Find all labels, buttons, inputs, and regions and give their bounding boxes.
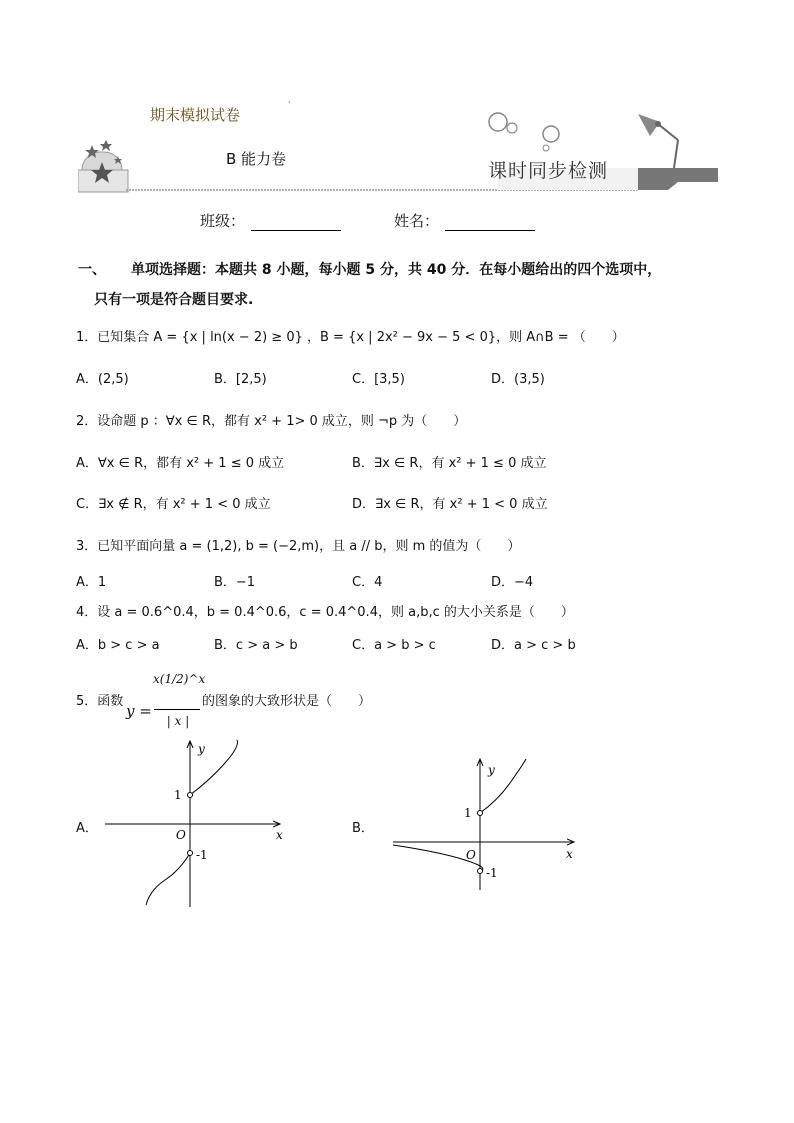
q2-option-a: A．∀x ∈ R，都有 x² + 1 ≤ 0 成立 bbox=[76, 456, 285, 471]
graph-a-open-point-bottom bbox=[188, 851, 193, 856]
question-5-prefix: 5．函数 bbox=[76, 694, 124, 709]
q5-option-a: A． bbox=[76, 821, 98, 836]
section-line1: 单项选择题：本题共 8 小题，每小题 5 分，共 40 分．在每小题给出的四个选项中， bbox=[131, 262, 662, 278]
graph-a-tick-neg1: -1 bbox=[196, 848, 208, 862]
graph-a-tick-1: 1 bbox=[174, 788, 182, 802]
class-blank bbox=[251, 216, 341, 231]
graph-b-origin: O bbox=[466, 848, 476, 862]
graph-a-y-label: y bbox=[198, 742, 205, 756]
header-dot: · bbox=[288, 98, 291, 107]
q1-option-b: B．[2,5) bbox=[214, 372, 267, 387]
graph-b-curve-right bbox=[480, 759, 526, 813]
q2-option-d: D．∃x ∈ R，有 x² + 1 < 0 成立 bbox=[352, 497, 548, 512]
q5-formula-y: y = bbox=[126, 702, 152, 720]
class-field bbox=[200, 210, 341, 231]
graph-b-open-point-top bbox=[478, 811, 483, 816]
q1-option-d: D．(3,5) bbox=[491, 372, 545, 387]
question-2-stem: 2．设命题 p ：∀x ∈ R，都有 x² + 1> 0 成立，则 ¬p 为（ ） bbox=[76, 414, 467, 429]
header-brand: 课时同步检测 bbox=[488, 160, 609, 182]
q3-option-c: C．4 bbox=[352, 575, 383, 590]
class-label: 班级： bbox=[200, 212, 246, 230]
question-1-stem: 1．已知集合 A = {x | ln(x − 2) ≥ 0} ，B = {x | 2x² − 9x − 5 < 0}，则 A∩B = （ ） bbox=[76, 330, 625, 345]
q3-option-b: B．−1 bbox=[214, 575, 256, 590]
q5-formula-denominator: | x | bbox=[166, 714, 190, 728]
q5-option-b: B． bbox=[352, 821, 374, 836]
q2-option-c: C．∃x ∉ R，有 x² + 1 < 0 成立 bbox=[76, 497, 271, 512]
graph-a-origin: O bbox=[176, 828, 186, 842]
q2-option-b: B．∃x ∈ R，有 x² + 1 ≤ 0 成立 bbox=[352, 456, 547, 471]
question-4-stem: 4．设 a = 0.6^0.4，b = 0.4^0.6，c = 0.4^0.4，则 a,b,c 的大小关系是（ ） bbox=[76, 605, 574, 620]
graph-a bbox=[100, 735, 300, 910]
section-number: 一、 bbox=[78, 262, 106, 278]
graph-b-tick-1: 1 bbox=[464, 806, 472, 820]
q4-option-a: A．b > c > a bbox=[76, 638, 160, 653]
name-field bbox=[394, 210, 535, 231]
q4-option-d: D．a > c > b bbox=[491, 638, 576, 653]
q3-option-d: D．−4 bbox=[491, 575, 534, 590]
header-title: 期末模拟试卷 bbox=[150, 106, 241, 124]
graph-a-open-point-top bbox=[188, 793, 193, 798]
q4-option-c: C．a > b > c bbox=[352, 638, 436, 653]
q4-option-b: B．c > a > b bbox=[214, 638, 298, 653]
q1-option-c: C．[3,5) bbox=[352, 372, 405, 387]
graph-b-open-point-bottom bbox=[478, 869, 483, 874]
q3-option-a: A．1 bbox=[76, 575, 107, 590]
q5-formula-numerator: x(1/2)^x bbox=[153, 672, 206, 686]
graph-b bbox=[390, 755, 590, 895]
graph-b-y-label: y bbox=[488, 763, 495, 777]
question-5-suffix: 的图象的大致形状是（ ） bbox=[202, 694, 372, 709]
question-3-stem: 3．已知平面向量 a = (1,2), b = (−2,m)，且 a // b，则 m 的值为（ ） bbox=[76, 539, 521, 554]
graph-a-curve-left bbox=[146, 853, 190, 905]
graph-b-tick-neg1: -1 bbox=[486, 866, 498, 880]
section-line2: 只有一项是符合题目要求. bbox=[94, 292, 254, 308]
graph-b-x-label: x bbox=[566, 847, 573, 861]
q5-fraction-bar bbox=[154, 709, 200, 710]
graph-a-x-label: x bbox=[276, 828, 283, 842]
name-blank bbox=[445, 216, 535, 231]
q1-option-a: A．(2,5) bbox=[76, 372, 129, 387]
header-subtitle: B 能力卷 bbox=[226, 150, 287, 168]
name-label: 姓名： bbox=[394, 212, 440, 230]
